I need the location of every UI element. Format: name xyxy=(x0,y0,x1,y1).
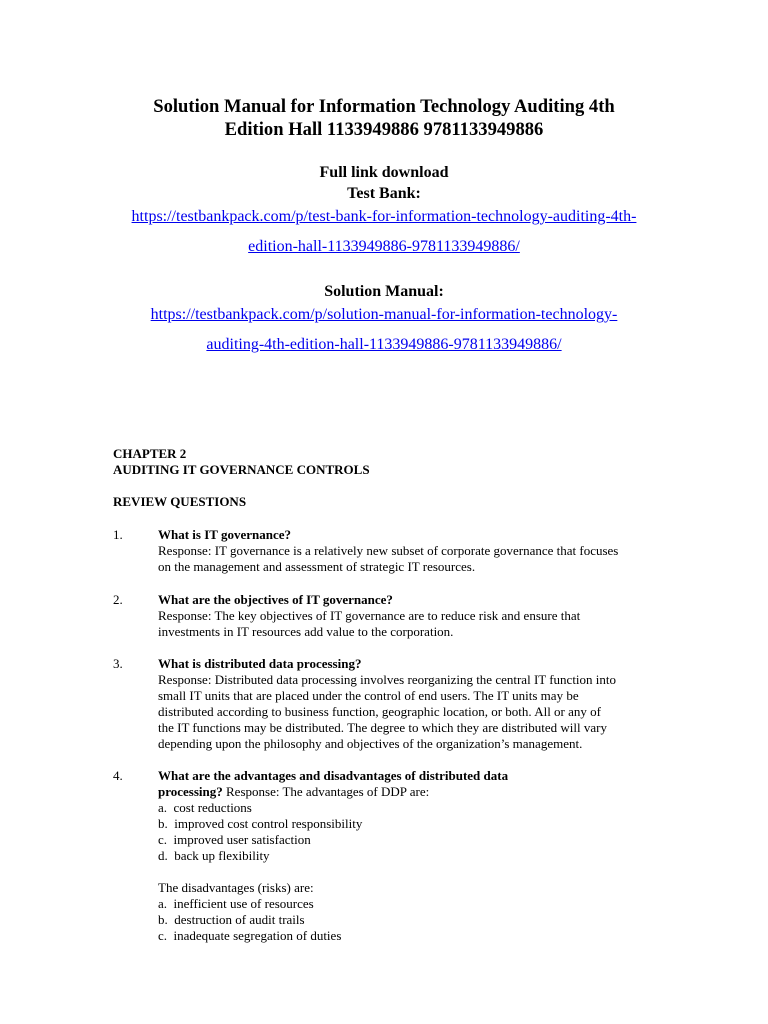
question-number: 3. xyxy=(113,656,123,671)
title-line-2: Edition Hall 1133949886 9781133949886 xyxy=(224,119,544,140)
full-link-label: Full link download xyxy=(319,164,449,181)
question-4 xyxy=(158,768,678,944)
question-number: 4. xyxy=(113,768,123,783)
solution-manual-link-1[interactable]: https://testbankpack.com/p/solution-manual-for-information-technology- xyxy=(150,306,618,323)
disadvantage-item: a. inefficient use of resources xyxy=(158,896,314,911)
disadvantage-item: b. destruction of audit trails xyxy=(158,912,305,927)
advantage-item: b. improved cost control responsibility xyxy=(158,816,363,831)
disadvantage-item: c. inadequate segregation of duties xyxy=(158,928,342,943)
question-title-end: processing? xyxy=(158,784,223,799)
document-title xyxy=(40,95,728,141)
advantage-item: d. back up flexibility xyxy=(158,848,270,863)
question-3 xyxy=(158,656,678,752)
response-line: depending upon the philosophy and objectives of the organization’s management. xyxy=(158,736,583,751)
question-title: What is IT governance? xyxy=(158,527,292,542)
response-intro: Response: The advantages of DDP are: xyxy=(222,784,430,799)
chapter-number: CHAPTER 2 xyxy=(113,446,187,461)
question-number: 2. xyxy=(113,592,123,607)
title-line-1: Solution Manual for Information Technology Auditing 4th xyxy=(153,96,615,117)
response-line: distributed according to business function, geographic location, or both. All or any of xyxy=(158,704,601,719)
solution-manual-link-line-1 xyxy=(20,305,748,325)
disadvantages-intro: The disadvantages (risks) are: xyxy=(158,880,314,895)
solution-manual-label: Solution Manual: xyxy=(324,283,444,300)
response-line: investments in IT resources add value to the corporation. xyxy=(158,624,454,639)
question-title-continued xyxy=(158,784,678,800)
solution-manual-link-line-2 xyxy=(20,335,748,355)
advantage-item: c. improved user satisfaction xyxy=(158,832,311,847)
test-bank-link-line-2 xyxy=(20,237,748,257)
question-title: What are the objectives of IT governance? xyxy=(158,592,393,607)
response-line: Response: Distributed data processing involves reorganizing the central IT function into xyxy=(158,672,617,687)
chapter-title: AUDITING IT GOVERNANCE CONTROLS xyxy=(113,462,370,477)
question-number: 1. xyxy=(113,527,123,542)
question-title: What are the advantages and disadvantages of distributed data xyxy=(158,768,509,783)
response-line: Response: IT governance is a relatively new subset of corporate governance that focuses xyxy=(158,543,619,558)
response-line: on the management and assessment of strategic IT resources. xyxy=(158,559,476,574)
advantage-item: a. cost reductions xyxy=(158,800,252,815)
spacer xyxy=(158,864,678,880)
test-bank-link-1[interactable]: https://testbankpack.com/p/test-bank-for-information-technology-auditing-4th- xyxy=(131,208,637,225)
solution-manual-link-2[interactable]: auditing-4th-edition-hall-1133949886-9781133949886/ xyxy=(206,336,562,353)
question-1 xyxy=(158,527,678,575)
question-title: What is distributed data processing? xyxy=(158,656,362,671)
response-line: Response: The key objectives of IT governance are to reduce risk and ensure that xyxy=(158,608,581,623)
test-bank-link-2[interactable]: edition-hall-1133949886-9781133949886/ xyxy=(248,238,520,255)
response-line: the IT functions may be distributed. The degree to which they are distributed will vary xyxy=(158,720,607,735)
question-2 xyxy=(158,592,678,640)
test-bank-label: Test Bank: xyxy=(347,185,421,202)
section-heading: REVIEW QUESTIONS xyxy=(113,494,247,509)
test-bank-link-line-1 xyxy=(20,207,748,227)
response-line: small IT units that are placed under the control of end users. The IT units may be xyxy=(158,688,579,703)
